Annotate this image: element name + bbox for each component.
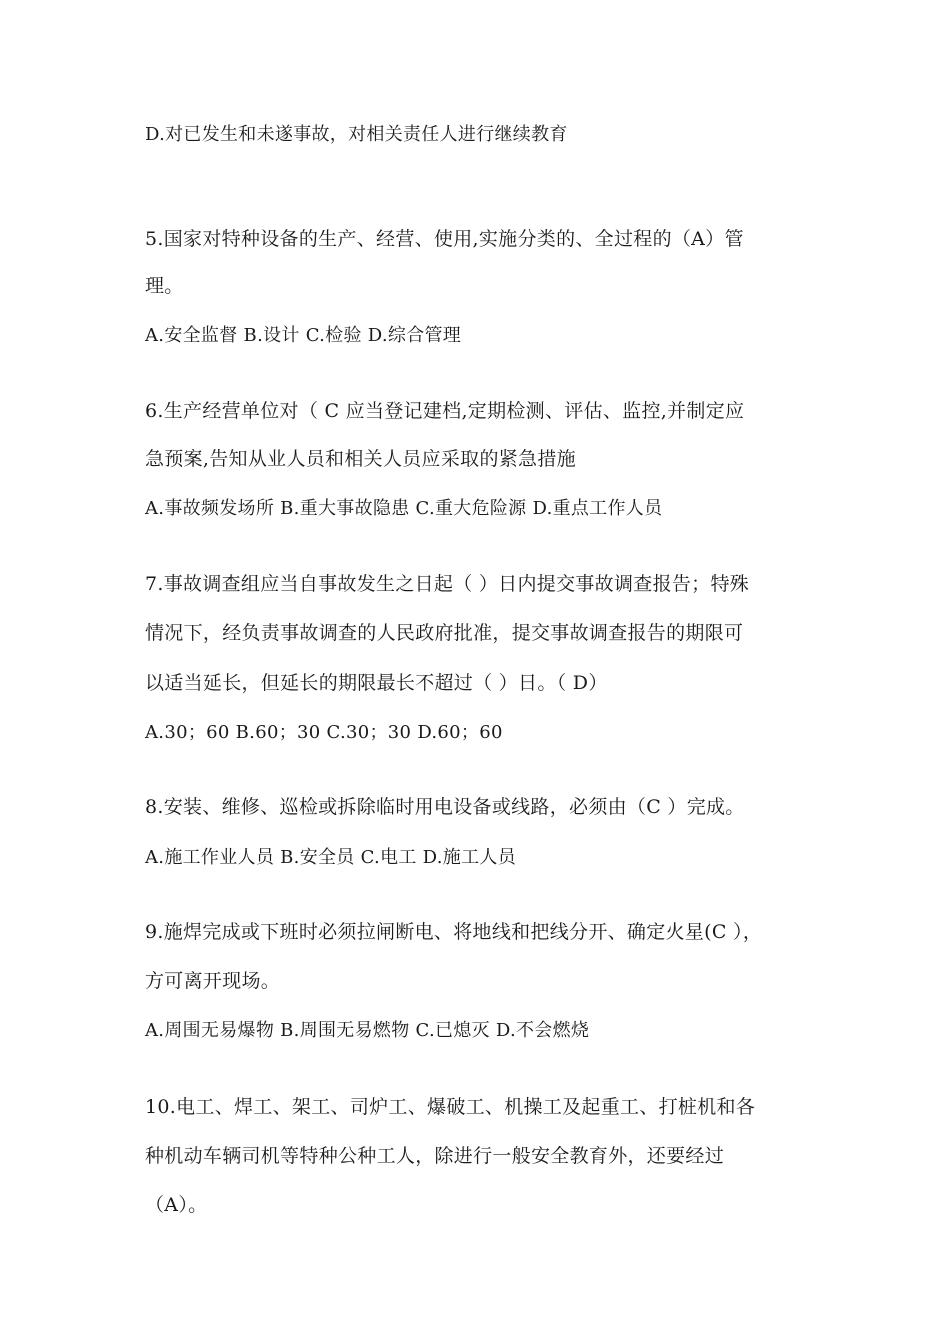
q10-text-line-1: 10.电工、焊工、架工、司炉工、爆破工、机操工及起重工、打桩机和各 — [145, 1096, 756, 1118]
q7-text-line-3: 以适当延长，但延长的期限最长不超过（ ）日。（ D） — [145, 672, 608, 694]
q7-text-line-1: 7.事故调查组应当自事故发生之日起（ ）日内提交事故调查报告；特殊 — [145, 573, 750, 595]
q7-text-line-2: 情况下，经负责事故调查的人民政府批准，提交事故调查报告的期限可 — [145, 622, 744, 644]
q5-text-line-1: 5.国家对特种设备的生产、经营、使用,实施分类的、全过程的（A）管 — [145, 228, 744, 250]
q5-options: A.安全监督 B.设计 C.检验 D.综合管理 — [145, 325, 462, 346]
q10-text-line-3: （A）。 — [145, 1194, 208, 1216]
q9-text-line-1: 9.施焊完成或下班时必须拉闸断电、将地线和把线分开、确定火星(C ）， — [145, 921, 763, 943]
q6-text-line-1: 6.生产经营单位对（ C 应当登记建档,定期检测、评估、监控,并制定应 — [145, 400, 745, 422]
q6-text-line-2: 急预案,告知从业人员和相关人员应采取的紧急措施 — [145, 448, 576, 470]
q5-text-line-2: 理。 — [145, 275, 184, 297]
q7-options: A.30；60 B.60；30 C.30；30 D.60；60 — [145, 722, 503, 743]
q9-options: A.周围无易爆物 B.周围无易燃物 C.已熄灭 D.不会燃烧 — [145, 1020, 590, 1041]
q6-options: A.事故频发场所 B.重大事故隐患 C.重大危险源 D.重点工作人员 — [145, 498, 663, 519]
q4-option-d: D.对已发生和未遂事故，对相关责任人进行继续教育 — [145, 124, 568, 145]
q9-text-line-2: 方可离开现场。 — [145, 970, 281, 992]
q8-text: 8.安装、维修、巡检或拆除临时用电设备或线路，必须由（C ）完成。 — [145, 796, 745, 818]
q8-options: A.施工作业人员 B.安全员 C.电工 D.施工人员 — [145, 847, 516, 868]
q10-text-line-2: 种机动车辆司机等特种公种工人，除进行一般安全教育外，还要经过 — [145, 1145, 725, 1167]
